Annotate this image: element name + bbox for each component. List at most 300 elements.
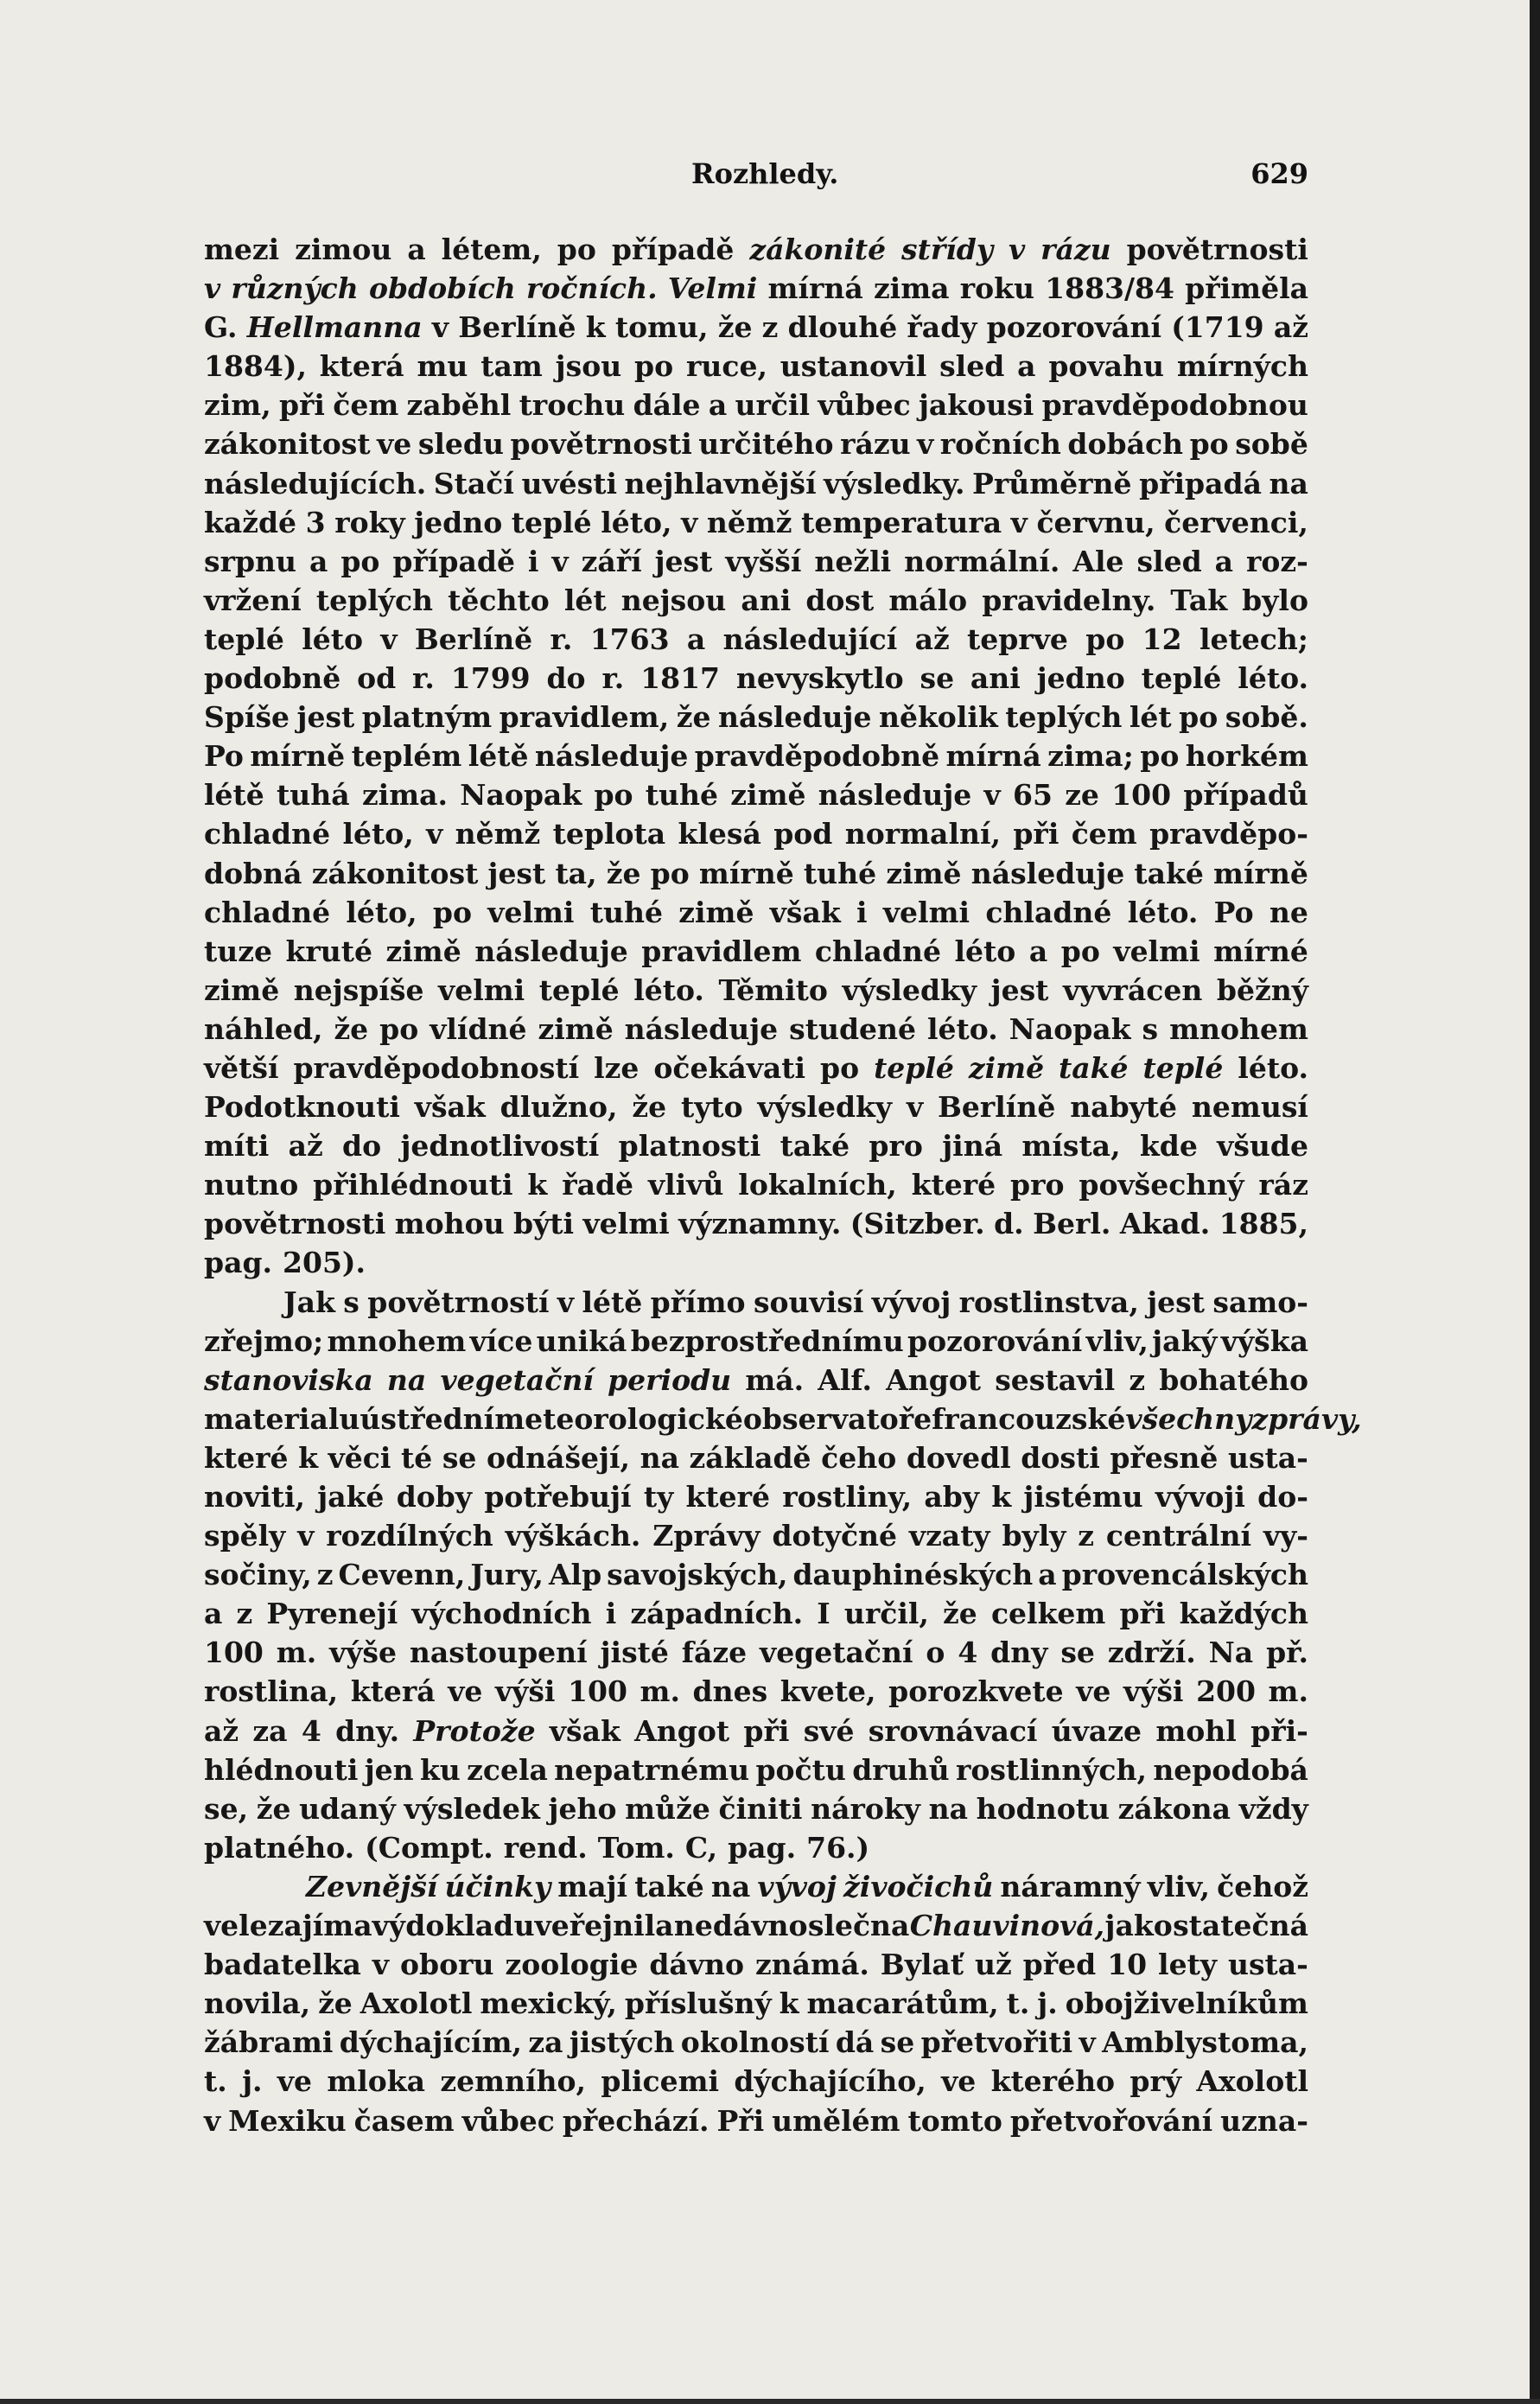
word: badatelka [204, 1948, 361, 1982]
word: v [917, 427, 934, 462]
word: výsledky [757, 1090, 893, 1125]
text-line [204, 1867, 1308, 1906]
text-line [204, 269, 1308, 308]
word: však [769, 895, 841, 929]
word: povahu [1048, 349, 1164, 384]
word: které [685, 1480, 771, 1514]
word: na [928, 1791, 968, 1826]
word: nastoupení [409, 1636, 588, 1670]
word: a [1038, 1558, 1057, 1592]
word: po [1085, 622, 1125, 656]
word: může [625, 1791, 710, 1826]
word: ročních. [526, 271, 658, 306]
word: klesá [678, 817, 761, 851]
word: sledu [417, 427, 504, 462]
word: přiměla [1185, 271, 1308, 306]
word: mnohem [327, 1323, 467, 1358]
word: Chauvinová, [909, 1909, 1105, 1943]
text-line [204, 1087, 1308, 1126]
word: zim, [204, 388, 271, 423]
word: západních. [630, 1597, 804, 1631]
word: Alp [548, 1558, 602, 1592]
word: pravděpodobností [293, 1050, 580, 1085]
word: o [926, 1636, 945, 1670]
word: lety [1158, 1948, 1217, 1982]
word: mírná [767, 271, 863, 306]
word: novila, [204, 1986, 311, 2021]
text-line [204, 1516, 1308, 1555]
word: dauphinéských [792, 1558, 1034, 1592]
word: teplé [1141, 661, 1222, 696]
word: teplém [351, 739, 462, 774]
word: provencálských [1061, 1558, 1308, 1592]
word: ruce, [685, 349, 767, 384]
word: mloka [327, 2064, 426, 2099]
word: že [676, 700, 711, 735]
word: jsou [555, 349, 622, 384]
word: léto. [1238, 661, 1308, 696]
word: mají [557, 1869, 628, 1903]
word: své [803, 1713, 855, 1748]
word: létě [582, 1285, 643, 1319]
word: Berl. [1033, 1207, 1111, 1241]
word: té [400, 1440, 433, 1475]
word: 4 [301, 1713, 321, 1748]
word: určil, [843, 1597, 929, 1631]
word: a [407, 233, 426, 266]
word: až [914, 622, 950, 656]
word: za [528, 2025, 563, 2060]
word: r. [601, 661, 625, 696]
word: pravděpo- [1149, 817, 1308, 851]
word: náramný [1000, 1869, 1141, 1903]
word: po [432, 895, 473, 929]
word: t. [1006, 1986, 1030, 2021]
word: léto, [342, 817, 414, 851]
word: teplých [315, 583, 434, 617]
word: sočiny, [204, 1558, 312, 1592]
word: živočichů [843, 1869, 994, 1903]
word: účinky [444, 1869, 551, 1903]
word: velmi [438, 972, 525, 1007]
word: bohatého [1159, 1362, 1308, 1397]
word: léto. [1238, 1050, 1308, 1085]
word: t. [204, 2064, 227, 2099]
word: více [469, 1323, 533, 1358]
word: čem [1071, 817, 1137, 851]
word: vy- [1263, 1519, 1308, 1553]
word: pozorování [986, 310, 1161, 345]
word: odnášejí, [486, 1440, 630, 1475]
word: rostliny, [782, 1480, 913, 1514]
word: z [761, 310, 779, 345]
word: Tom. [597, 1830, 675, 1865]
word: Zprávy [652, 1519, 760, 1553]
word: jistých [569, 2025, 675, 2060]
word: mírných [1176, 349, 1308, 384]
word: 200 [1196, 1674, 1256, 1709]
word: jako [1104, 1909, 1173, 1943]
word: nežli [814, 544, 892, 578]
word: vliv, [1147, 1869, 1210, 1903]
word: pravidlem [641, 934, 802, 968]
word: roz- [1245, 544, 1308, 578]
word: 12 [1142, 622, 1182, 656]
word: čehož [1217, 1869, 1308, 1903]
word: která [319, 349, 404, 384]
word: samo- [1212, 1285, 1308, 1319]
text-line [204, 1594, 1308, 1633]
word: zcela [467, 1752, 548, 1787]
text-line [204, 1477, 1308, 1516]
word: 1883/84 [1045, 271, 1174, 306]
word: pag. [204, 1246, 273, 1280]
word: 100 [1111, 778, 1172, 813]
word: chladné [985, 895, 1112, 929]
word: vzaty [908, 1519, 990, 1553]
word: potřebují [484, 1480, 632, 1514]
word: periodu [608, 1362, 732, 1397]
word: zima [873, 271, 950, 306]
word: udaný [299, 1791, 396, 1826]
word: temperatura [801, 505, 1002, 539]
word: platného. [204, 1830, 355, 1865]
word: tuze [204, 934, 272, 968]
word: při [1119, 1597, 1166, 1631]
word: Po [1213, 895, 1254, 929]
word: východních [411, 1597, 592, 1631]
word: léto. [633, 972, 704, 1007]
text-line [204, 1400, 1362, 1438]
word: ani [741, 583, 792, 617]
word: létě [468, 739, 529, 774]
word: vývoj [757, 1869, 837, 1903]
word: dny [990, 1636, 1048, 1670]
word: nejspíše [293, 972, 424, 1007]
word: Berlíně [458, 310, 576, 345]
text-line [204, 1789, 1308, 1828]
word: zprávy, [1251, 1401, 1362, 1436]
word: savojských, [607, 1558, 788, 1592]
word: 76.) [806, 1830, 870, 1865]
word: dále [633, 388, 701, 423]
word: vlídné [430, 1011, 527, 1046]
word: I [817, 1597, 830, 1631]
word: při [1013, 817, 1060, 851]
word: létě [204, 778, 264, 813]
word: že [606, 856, 641, 890]
word: Cevenn, [338, 1558, 466, 1592]
word: velmi [1113, 934, 1200, 968]
word: kruté [285, 934, 372, 968]
text-line [204, 1361, 1308, 1400]
word: významny. [678, 1207, 842, 1241]
word: němž [455, 817, 541, 851]
word: (Sitzber. [850, 1207, 985, 1241]
word: Spíše [204, 700, 290, 735]
word: a [204, 1597, 223, 1631]
word: se [1060, 1636, 1095, 1670]
word: sled [939, 349, 1005, 384]
word: bezprostřednímu [630, 1323, 904, 1358]
word: výškách. [505, 1519, 641, 1553]
word: léto, [346, 895, 417, 929]
word: pro [869, 1129, 923, 1164]
word: Jak [283, 1285, 335, 1319]
body-text [204, 230, 1362, 2140]
word: dlužno, [500, 1090, 618, 1125]
word: lét [563, 583, 607, 617]
word: povětrnosti [1126, 233, 1308, 266]
word: připadá [1139, 466, 1262, 501]
text-line [204, 1243, 1308, 1282]
word: roky [334, 505, 405, 539]
word: ta, [555, 856, 597, 890]
word: se [880, 2025, 915, 2060]
word: v [204, 2103, 221, 2138]
word: sobě. [1225, 700, 1308, 735]
text-line [204, 2101, 1308, 2140]
word: v [431, 310, 449, 345]
word: také [780, 1129, 850, 1164]
text-line [204, 2023, 1308, 2062]
word: jaký [1152, 1323, 1218, 1358]
word: ve [377, 427, 412, 462]
word: sestavil [995, 1362, 1116, 1397]
word: studené [789, 1011, 917, 1046]
word: Průměrně [972, 466, 1132, 501]
word: celkem [990, 1597, 1106, 1631]
word: uvésti [521, 466, 617, 501]
word: s [1142, 1011, 1159, 1046]
word: spěly [204, 1519, 286, 1553]
word: jedno [1036, 661, 1125, 696]
word: zaběhl [406, 388, 512, 423]
text-line [204, 464, 1308, 503]
word: usta- [1227, 1440, 1308, 1475]
word: řadě [562, 1168, 634, 1202]
word: z [236, 1597, 253, 1631]
word: i [856, 895, 868, 929]
text-line [204, 1906, 1308, 1945]
scan-edge-right [1530, 0, 1540, 2404]
word: 3 [305, 505, 326, 539]
word: věci [328, 1440, 391, 1475]
word: zákonité [749, 233, 887, 266]
word: ani [970, 661, 1021, 696]
word: oboru [400, 1948, 494, 1982]
word: činiti [718, 1791, 803, 1826]
word: žábrami [204, 2025, 334, 2060]
word: okolností [680, 2025, 830, 2060]
word: býti [513, 1207, 575, 1241]
text-line [204, 932, 1308, 971]
word: tuhé [589, 895, 663, 929]
word: rend. [503, 1830, 588, 1865]
word: povětrností [367, 1285, 550, 1319]
word: základě [689, 1440, 811, 1475]
word: které [204, 1440, 289, 1475]
word: zima. [361, 778, 449, 813]
word: dosti [1021, 1440, 1100, 1475]
word: dobná [204, 856, 302, 890]
word: zimě [678, 895, 754, 929]
word: po [340, 544, 380, 578]
word: pro [1010, 1168, 1065, 1202]
word: doby [396, 1480, 473, 1514]
word: nejhlavnější [624, 466, 817, 501]
word: normální. [904, 544, 1060, 578]
word: časem [353, 2103, 455, 2138]
word: Tak [1170, 583, 1228, 617]
text-line [204, 1672, 1308, 1711]
text-line [204, 1165, 1308, 1204]
word: př. [1266, 1636, 1308, 1670]
word: které [911, 1168, 996, 1202]
word: úvaze [1051, 1713, 1142, 1748]
word: velmi [487, 895, 575, 929]
word: určitého [698, 427, 834, 462]
word: francouzské [932, 1401, 1126, 1436]
word: 65 [1012, 778, 1053, 813]
word: následuje [818, 778, 972, 813]
word: výsledky [842, 972, 977, 1007]
word: ústřední [360, 1401, 495, 1436]
word: stanoviska [204, 1362, 373, 1397]
word: 205). [283, 1246, 366, 1280]
word: a [1214, 544, 1234, 578]
word: jiná [942, 1129, 1003, 1164]
word: 1763 [589, 622, 670, 656]
word: rázu [1040, 233, 1111, 266]
word: zákonitost [204, 427, 371, 462]
word: horkém [1185, 739, 1308, 774]
word: čeho [821, 1440, 897, 1475]
word: zima; [1047, 739, 1134, 774]
word: po [1140, 739, 1180, 774]
word: souvisí [753, 1285, 864, 1319]
text-line [204, 1555, 1308, 1594]
word: vržení [204, 583, 302, 617]
word: dýchajícího, [734, 2064, 926, 2099]
word: mohou [394, 1207, 505, 1241]
word: střídy [901, 233, 994, 266]
word: ve [941, 2064, 977, 2099]
word: případů [1183, 778, 1308, 813]
word: nepatrnému [554, 1752, 750, 1787]
word: macarátům, [806, 1986, 999, 2021]
word: však [549, 1713, 620, 1748]
text-line [204, 1010, 1308, 1049]
word: následuje [970, 856, 1125, 890]
word: jisté [600, 1636, 669, 1670]
word: vyvrácen [1062, 972, 1203, 1007]
word: září [581, 544, 642, 578]
word: místa, [1021, 1129, 1121, 1164]
word: po [1060, 934, 1100, 968]
word: k [527, 1168, 548, 1202]
word: C, [684, 1830, 718, 1865]
word: přímo [650, 1285, 746, 1319]
word: a [686, 622, 706, 656]
word: mohl [1155, 1713, 1237, 1748]
word: mírně [250, 739, 346, 774]
word: přesně [1110, 1440, 1219, 1475]
word: zimě [968, 1050, 1045, 1085]
text-line [204, 737, 1308, 775]
word: známá. [754, 1948, 869, 1982]
text-line [204, 424, 1308, 463]
word: sobě [1235, 427, 1308, 462]
word: mírné [1213, 934, 1308, 968]
word: zimou [295, 233, 392, 266]
word: k [991, 1480, 1012, 1514]
text-line [204, 1049, 1308, 1087]
running-title: Rozhledy. [691, 157, 839, 190]
text-line [204, 1984, 1308, 2023]
word: kde [1139, 1129, 1198, 1164]
page-header [204, 157, 1308, 206]
word: povětrnosti [204, 1207, 386, 1241]
text-line [204, 308, 1308, 347]
word: pravděpodobnou [1041, 388, 1308, 423]
word: přihlédnouti [313, 1168, 513, 1202]
word: roku [959, 271, 1034, 306]
text-line [204, 1633, 1308, 1672]
word: teplé [204, 622, 284, 656]
word: k [779, 1986, 799, 2021]
word: v [681, 505, 698, 539]
word: ty [643, 1480, 674, 1514]
word: jedno [414, 505, 503, 539]
word: tam [480, 349, 543, 384]
word: také [634, 1869, 704, 1903]
word: na [640, 1440, 679, 1475]
word: Po [204, 739, 244, 774]
word: mnohem [1169, 1011, 1308, 1046]
word: 1885, [1219, 1207, 1308, 1241]
word: nemusí [1191, 1090, 1308, 1125]
text-line [204, 542, 1308, 581]
word: (Compt. [365, 1830, 493, 1865]
word: Axolotl [360, 1986, 473, 2021]
word: léto [302, 622, 363, 656]
word: v [426, 817, 443, 851]
word: vegetační [440, 1362, 594, 1397]
word: také [1134, 856, 1204, 890]
word: byly [1002, 1519, 1066, 1553]
word: j. [242, 2064, 263, 2099]
word: se [442, 1440, 477, 1475]
word: Podotknouti [204, 1090, 400, 1125]
word: na [710, 1869, 751, 1903]
word: výši [1123, 1674, 1184, 1709]
word: vlivů [647, 1168, 724, 1202]
word: a [708, 388, 728, 423]
text-line [204, 1945, 1308, 1984]
word: vůbec [461, 2103, 555, 2138]
word: rostlinstva, [958, 1285, 1139, 1319]
word: následujících. [204, 466, 427, 501]
word: k [298, 1440, 318, 1475]
word: těchto [448, 583, 550, 617]
word: ve [1076, 1674, 1111, 1709]
word: slečna [807, 1909, 910, 1943]
word: trochu [519, 388, 626, 423]
word: fáze [681, 1636, 748, 1670]
word: m. [1268, 1674, 1308, 1709]
word: léto [954, 934, 1016, 968]
